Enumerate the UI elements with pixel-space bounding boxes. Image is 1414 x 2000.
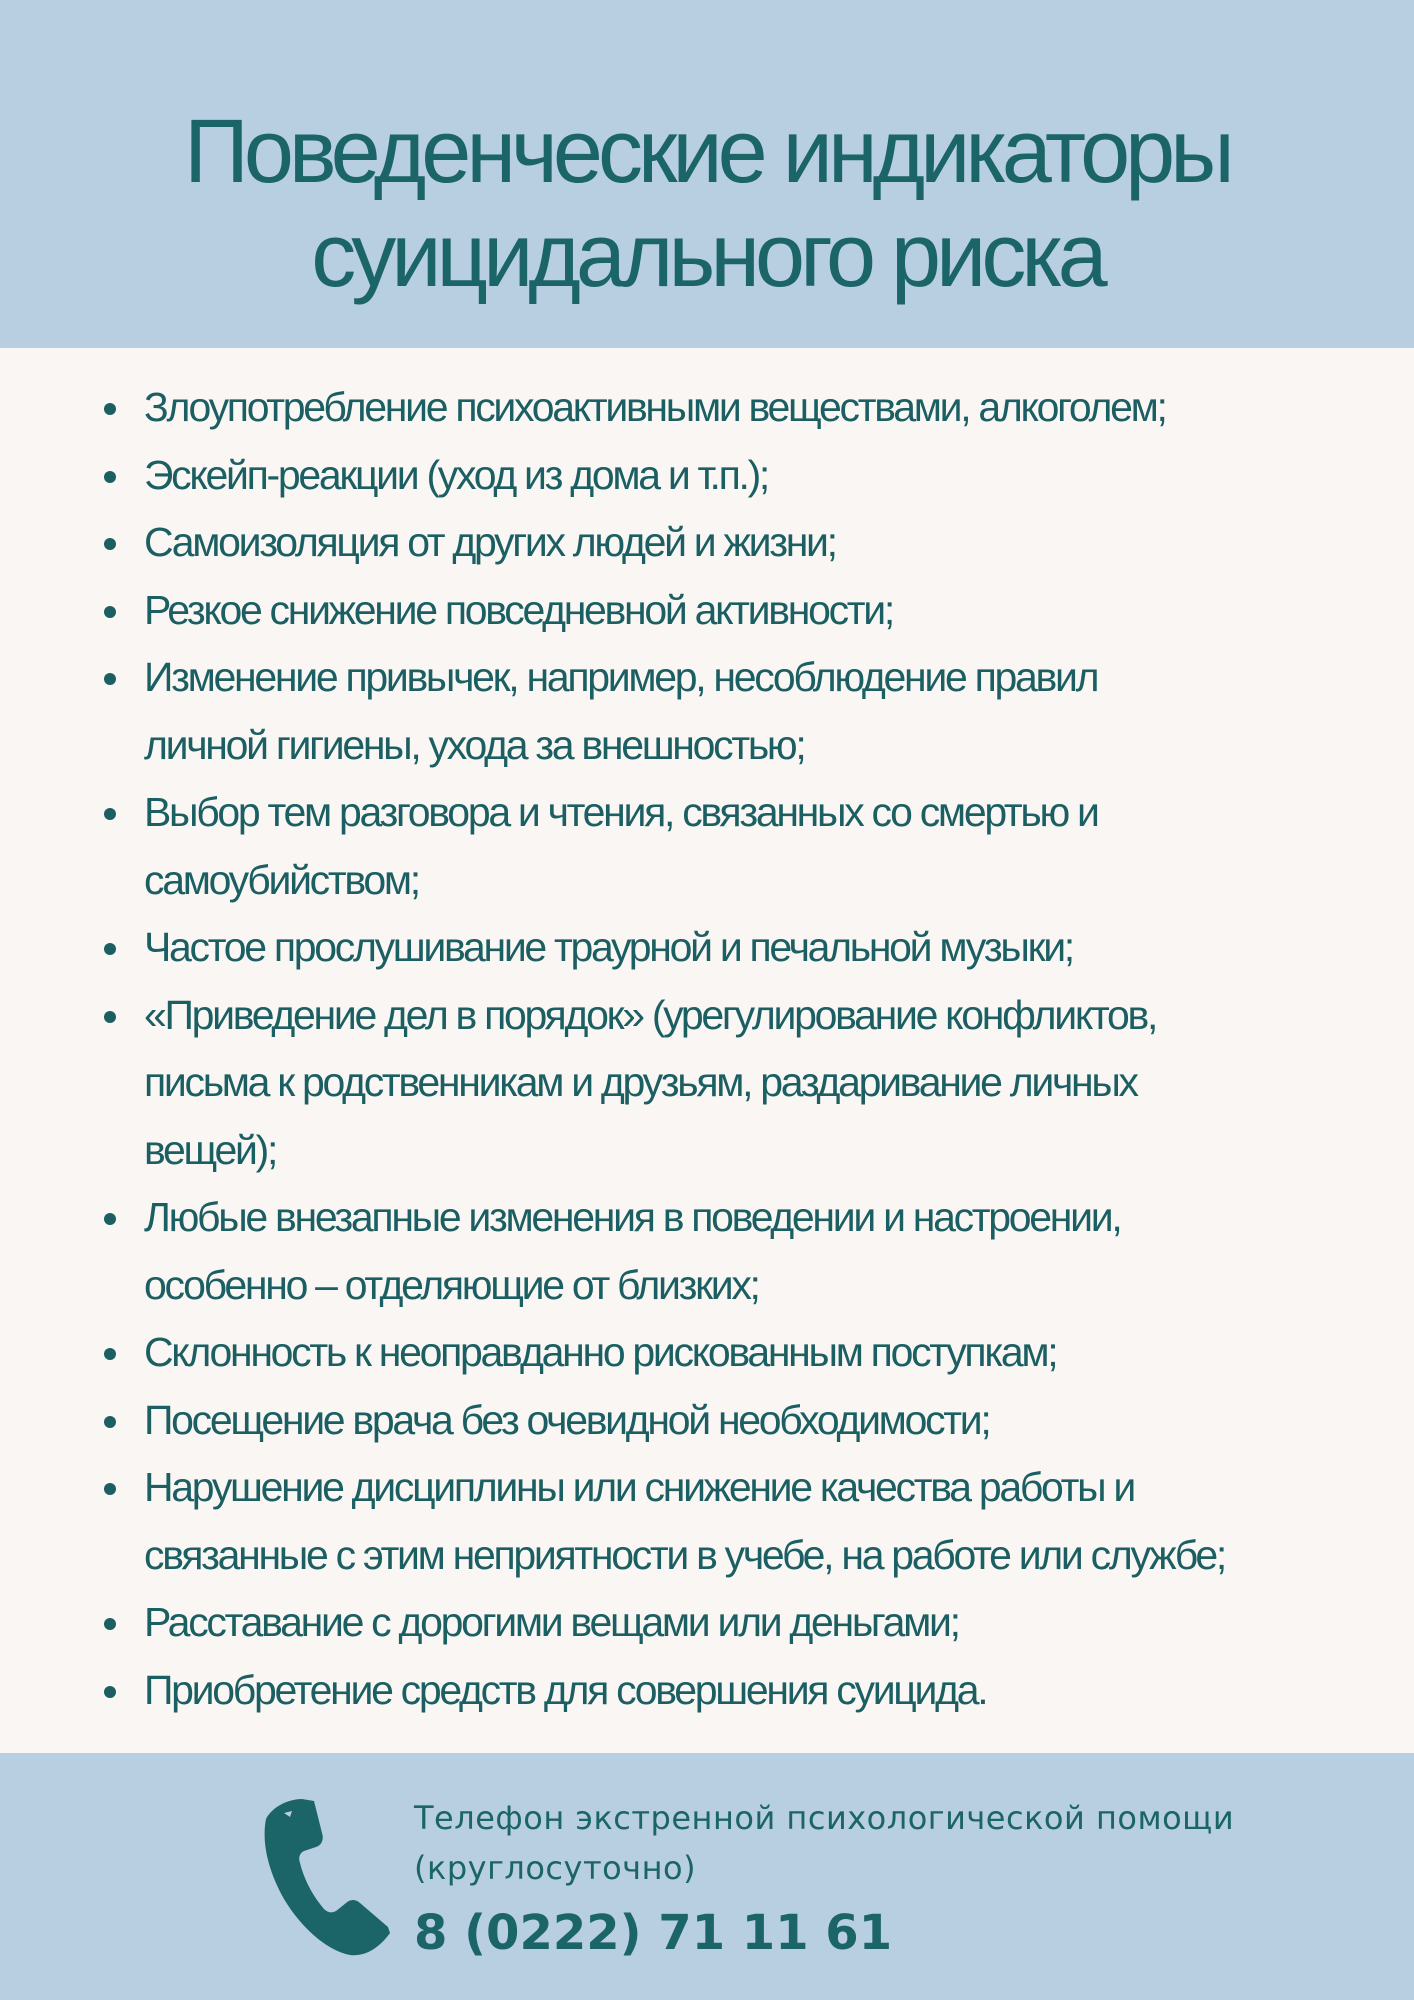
indicator-text-line: Изменение привычек, например, несоблюдение правил [144,654,1098,700]
indicator-text-line: Любые внезапные изменения в поведении и настроении, [144,1194,1121,1240]
indicator-item [100,374,1360,442]
indicator-text-line: Склонность к неоправданно рискованным поступкам; [144,1329,1057,1375]
indicator-text-line: Нарушение дисциплины или снижение качества работы и [144,1464,1134,1510]
indicator-item [100,1589,1360,1657]
bullet-icon [104,1686,116,1698]
indicator-text-line: особенно – отделяющие от близких; [144,1261,759,1308]
indicator-text-line: связанные с этим неприятности в учебе, на работе или службе; [144,1531,1226,1578]
bullet-icon [104,1011,116,1023]
bullet-icon [104,1483,116,1495]
indicator-text-line: самоубийством; [144,856,419,903]
indicator-text-line: «Приведение дел в порядок» (урегулирование конфликтов, [144,991,1157,1038]
indicator-text-line: Выбор тем разговора и чтения, связанных со смертью и [144,789,1098,835]
page-title-line-2: суицидального риска [311,206,1103,306]
indicator-text-line: Резкое снижение повседневной активности; [144,586,893,633]
page-title [0,100,1414,308]
indicator-item [100,1454,1360,1589]
bullet-icon [104,808,116,820]
indicator-item [100,509,1360,577]
bullet-icon [104,673,116,685]
hotline-phone-number[interactable]: 8 (0222) 71 11 61 [414,1905,893,1961]
bullet-icon [104,1618,116,1630]
indicator-item [100,779,1360,914]
indicator-item [100,982,1360,1185]
indicator-text-line: Приобретение средств для совершения суицида. [144,1666,987,1713]
bullet-icon [104,471,116,483]
bullet-icon [104,606,116,618]
indicator-item [100,1657,1360,1725]
indicator-list [100,374,1360,1724]
indicator-item [100,1319,1360,1387]
indicator-text-line: личной гигиены, ухода за внешностью; [144,721,805,768]
indicator-text-line: Частое прослушивание траурной и печальной музыки; [144,924,1073,970]
indicator-text-line: Эскейп-реакции (уход из дома и т.п.); [144,451,769,498]
hotline-label-line-2: (круглосуточно) [414,1849,697,1887]
indicator-text-line: Злоупотребление психоактивными веществами, алкоголем; [144,384,1166,430]
page-title-line-1: Поведенческие индикаторы [184,102,1230,202]
hotline-label [414,1793,1314,1893]
indicator-item [100,644,1360,779]
indicator-text-line: вещей); [144,1126,277,1173]
indicator-text-line: Расставание с дорогими вещами или деньгами; [144,1599,959,1645]
indicator-item [100,1387,1360,1455]
hotline-label-line-1: Телефон экстренной психологической помощи [414,1799,1235,1837]
indicator-text-line: письма к родственникам и друзьям, раздаривание личных [144,1059,1137,1105]
indicator-text-line: Посещение врача без очевидной необходимости; [144,1396,990,1443]
bullet-icon [104,1348,116,1360]
indicator-text-line: Самоизоляция от других людей и жизни; [144,519,836,565]
indicator-item [100,442,1360,510]
indicator-section [0,348,1414,1753]
bullet-icon [104,1416,116,1428]
header-band [0,0,1414,348]
footer-band [0,1753,1414,2000]
bullet-icon [104,538,116,550]
bullet-icon [104,403,116,415]
indicator-item [100,577,1360,645]
bullet-icon [104,1213,116,1225]
indicator-item [100,1184,1360,1319]
phone-handset-icon [262,1797,394,1957]
bullet-icon [104,943,116,955]
indicator-item [100,914,1360,982]
